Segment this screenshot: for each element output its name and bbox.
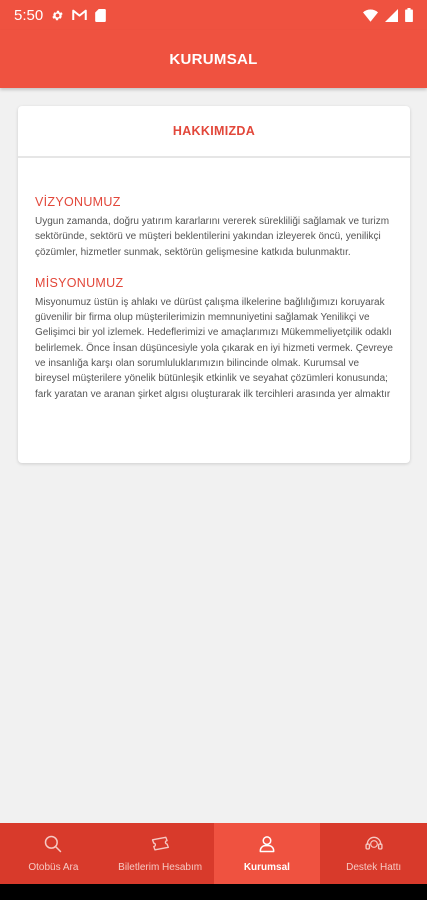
app-bar <box>0 30 427 88</box>
wifi-icon <box>363 9 378 22</box>
battery-icon <box>405 8 413 22</box>
bottom-nav <box>0 823 427 884</box>
support-24-icon <box>364 834 384 854</box>
system-gesture-bar <box>0 884 427 900</box>
vision-section <box>35 195 394 260</box>
nav-label: Kurumsal <box>243 862 290 873</box>
status-bar <box>0 0 427 30</box>
card-header <box>18 106 410 158</box>
nav-item-biletlerim[interactable] <box>107 823 214 884</box>
card-body <box>18 158 410 402</box>
nav-label: Otobüs Ara <box>28 862 79 873</box>
status-left <box>14 7 106 24</box>
person-icon <box>257 834 277 854</box>
nav-item-destek-hatti[interactable] <box>320 823 427 884</box>
nav-item-kurumsal[interactable] <box>214 823 321 884</box>
gmail-icon <box>72 9 87 21</box>
vision-text: Uygun zamanda, doğru yatırım kararlarını vererek sürekliliği sağlamak ve turizm sektöründe, sektörü ve müşteri beklentilerini yakından izleyerek öncü, yenilikçi çözümler, hizmetler sunmak, sektörün gelişmesine katkıda bulunmaktır. <box>35 216 390 258</box>
nav-item-otobus-ara[interactable] <box>0 823 107 884</box>
mission-section <box>35 276 394 402</box>
nav-label: Biletlerim Hesabım <box>118 862 203 873</box>
page-title: KURUMSAL <box>169 50 258 68</box>
ticket-icon <box>150 834 170 854</box>
status-time: 5:50 <box>14 6 44 24</box>
gear-icon <box>51 9 64 22</box>
status-right <box>363 8 413 22</box>
signal-icon <box>385 9 398 22</box>
mission-text: Misyonumuz üstün iş ahlakı ve dürüst çalışma ilkelerine bağlılığımızı koruyarak güvenilir bir firma olup müşterilerimizin memnuniyetini sağlamak Yenilikçi ve Gelişimci bir yol izlemek. Hedeflerimizi ve amaçlarımızı Mükemmeliyetçilik odaklı belirlemek. Önce İnsan düşüncesiyle yola çıkarak en iyi hizmeti vermek. Çevreye ve insanlığa karşı olan sorumluluklarımızın bilincinde olmak. Kurumsal ve bireysel müşterilere yönelik bütünleşik etkinlik ve seyahat çözümleri konusunda; fark yaratan ve aranan şirket algısı oluşturarak ilk tercihleri arasında yer almaktır <box>35 296 393 400</box>
about-card <box>18 106 410 463</box>
sd-card-icon <box>95 9 106 22</box>
card-title: HAKKIMIZDA <box>172 124 256 138</box>
nav-label: Destek Hattı <box>346 862 402 873</box>
vision-heading: VİZYONUMUZ <box>35 195 121 209</box>
search-icon <box>43 834 63 854</box>
mission-heading: MİSYONUMUZ <box>35 275 124 290</box>
